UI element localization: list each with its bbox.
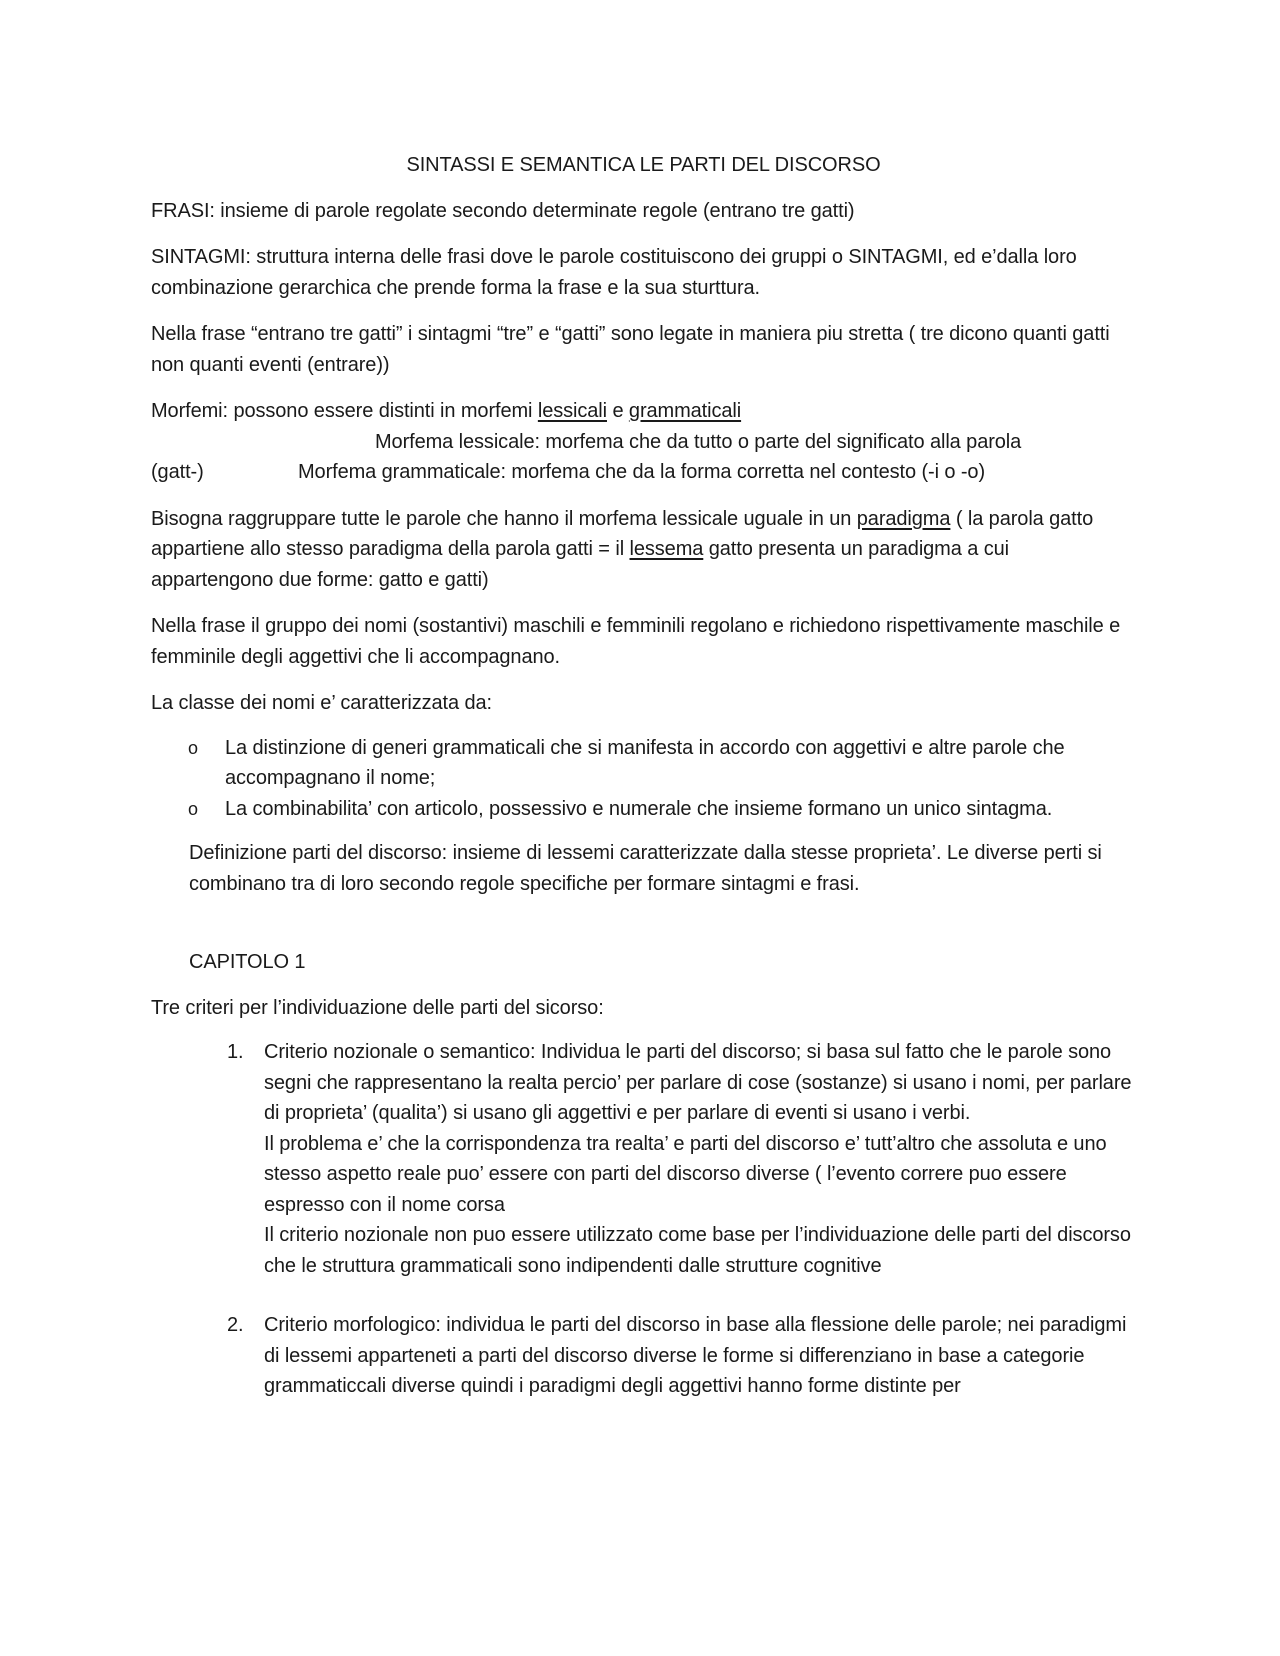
morfemi-section [151,396,1136,488]
paragraph-classe-nomi: La classe dei nomi e’ caratterizzata da: [151,692,492,714]
paradigma-part2: ( la parola gatto appartiene allo stesso paradigma della parola gatti = il [151,507,1094,560]
circle-bullet-icon: o [188,737,198,758]
morfema-lessicale-definition: Morfema lessicale: morfema che da tutto o parte del significato alla parola [375,430,1022,453]
document-title: SINTASSI E SEMANTICA LE PARTI DEL DISCORSO [406,154,881,176]
paragraph-tre-criteri: Tre criteri per l’individuazione delle parti del sicorso: [151,996,604,1019]
criteri-list [151,1037,1136,1402]
criterio-nozionale-problema: Il problema e’ che la corrispondenza tra realta’ e parti del discorso e’ tutt’altro che assoluta e uno stesso aspetto reale puo’ essere con parti del discorso diverse ( l’evento correre puo essere espresso con il nome corsa [264,1132,1107,1216]
criterio-nozionale-text: Criterio nozionale o semantico: Individua le parti del discorso; si basa sul fatto che le parole sono segni che rappresentano la realta percio’ per parlare di cose (sostanze) si usano i nomi, per parlare di proprieta’ (qualita’) si usano gli aggettivi e per parlare di eventi si usano i verbi. [264,1041,1132,1124]
paragraph-definizione: Definizione parti del discorso: insieme di lessemi caratterizzate dalla stesse proprieta’. Le diverse perti si combinano tra di loro secondo regole specifiche per formare sintagmi e frasi. [189,842,1102,895]
paradigma-part1: Bisogna raggruppare tutte le parole che hanno il morfema lessicale uguale in un [151,507,857,530]
paradigma-underlined: paradigma [856,507,951,530]
list-item [151,1037,1136,1281]
grammaticali-underlined: grammaticali [628,400,742,422]
list-number: 1. [227,1041,244,1063]
morfemi-intro-line [151,396,1136,427]
list-number: 2. [227,1314,244,1336]
chapter-heading: CAPITOLO 1 [189,951,306,973]
paragraph-sintagmi: SINTAGMI: struttura interna delle frasi dove le parole costituiscono dei gruppi o SINTAGMI, ed e’dalla loro combinazione gerarchica che prende forma la frase e la sua sturttura. [151,246,1077,299]
paragraph-frasi: FRASI: insieme di parole regolate secondo determinate regole (entrano tre gatti) [151,199,855,222]
criterio-morfologico-text: Criterio morfologico: individua le parti del discorso in base alla flessione delle parole; nei paradigmi di lessemi apparteneti a parti del discorso diverse le forme si differenziano in base a categorie grammaticcali diverse quindi i paradigmi degli aggettivi hanno forme distinte per [264,1314,1127,1397]
list-item [151,794,1136,825]
list-item [151,1310,1136,1402]
document-body [151,150,1136,1431]
gatt-example: (gatt-) [151,461,204,483]
list-item [151,733,1136,794]
lessicali-underlined: lessicali [537,400,607,422]
morfema-grammaticale-definition: Morfema grammaticale: morfema che da la forma corretta nel contesto (-i o -o) [298,461,985,483]
lessema-underlined: lessema [629,538,704,560]
criterio-nozionale-conclusione: Il criterio nozionale non puo essere utilizzato come base per l’individuazione delle parti del discorso che le struttura grammaticali sono indipendenti dalle strutture cognitive [264,1224,1131,1277]
list-item-text: La combinabilita’ con articolo, possessivo e numerale che insieme formano un unico sintagma. [225,797,1053,820]
morfemi-intro-text: Morfemi: possono essere distinti in morfemi [151,400,538,422]
classe-nomi-list [151,733,1136,825]
paragraph-nomi-generi: Nella frase il gruppo dei nomi (sostantivi) maschili e femminili regolano e richiedono rispettivamente maschile e femminile degli aggettivi che li accompagnano. [151,615,1121,668]
list-item-text: La distinzione di generi grammaticali che si manifesta in accordo con aggettivi e altre parole che accompagnano il nome; [225,736,1065,789]
morfemi-and: e [606,400,629,422]
paradigma-part3: gatto presenta un paradigma a cui appartengono due forme: gatto e gatti) [151,538,1009,591]
paragraph-nella-frase: Nella frase “entrano tre gatti” i sintagmi “tre” e “gatti” sono legate in maniera piu stretta ( tre dicono quanti gatti non quanti eventi (entrare)) [151,323,1110,376]
paragraph-paradigma [151,504,1136,596]
circle-bullet-icon: o [188,798,198,819]
morfema-grammaticale-line [151,457,1136,488]
